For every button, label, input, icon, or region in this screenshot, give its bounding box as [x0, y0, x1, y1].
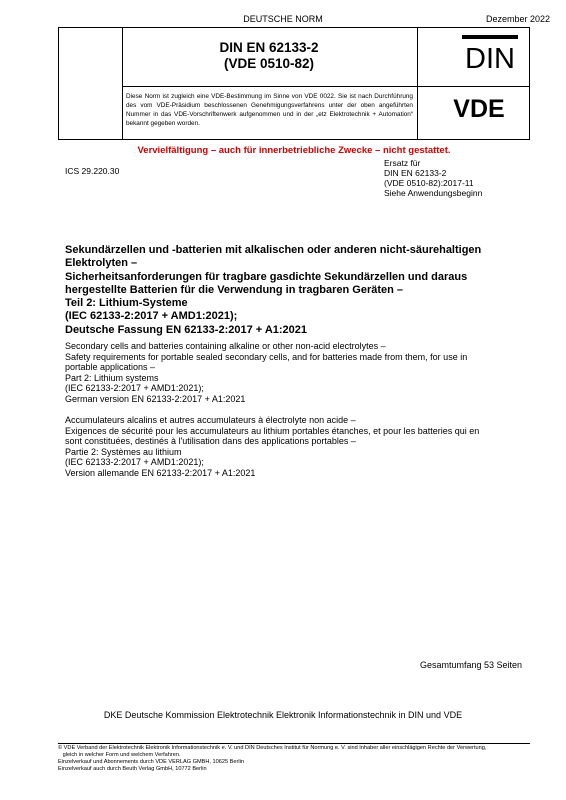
document-number-line2: (VDE 0510-82) [223, 56, 315, 71]
total-pages: Gesamtumfang 53 Seiten [419, 660, 522, 670]
english-title-line: (IEC 62133-2:2017 + AMD1:2021); [65, 383, 204, 394]
english-title-line: Safety requirements for portable sealed secondary cells, and for batteries made from them, for use in [65, 351, 468, 362]
frame-divider-horizontal [122, 86, 530, 87]
footer-rule [58, 743, 530, 744]
german-title-line: Sicherheitsanforderungen für tragbare gasdichte Sekundärzellen und daraus [65, 270, 468, 283]
din-logo-text: DIN [465, 43, 515, 73]
footer-line: Einzelverkauf und Abonnements durch VDE VERLAG GMBH, 10625 Berlin [58, 759, 244, 765]
vde-logo-text: VDE [453, 95, 505, 123]
vde-notice: Diese Norm ist zugleich eine VDE-Bestimmung im Sinne von VDE 0022. Sie ist nach Durchführung des vom VDE-Präsidium beschlossenen Genehmigungsverfahrens unter der oben angeführten Nummer in das VDE-Vorschriftenwerk aufgenommen und in der „etz Elektrotechnik + Automation“ bekannt gegeben worden. [126, 93, 413, 127]
english-title-line: German version EN 62133-2:2017 + A1:2021 [65, 393, 246, 404]
din-logo [462, 35, 518, 73]
french-title-line: (IEC 62133-2:2017 + AMD1:2021); [65, 457, 204, 468]
footer-line: Einzelverkauf auch durch Beuth Verlag GmbH, 10772 Berlin [58, 766, 207, 772]
frame-divider-right [417, 28, 418, 139]
french-title-line: sont constituées, destinés à l'utilisation dans des applications portables – [65, 436, 356, 447]
replacement-line: Siehe Anwendungsbeginn [384, 188, 483, 198]
german-title-line: hergestellte Batterien für die Verwendung in tragbaren Geräten – [65, 283, 404, 296]
german-title-line: Teil 2: Lithium-Systeme [65, 297, 188, 310]
ics-code: ICS 29.220.30 [65, 166, 120, 176]
german-title [65, 244, 525, 337]
german-title-line: Sekundärzellen und -batterien mit alkalischen oder anderen nicht-säurehaltigen [65, 244, 482, 256]
german-title-line: (IEC 62133-2:2017 + AMD1:2021); [65, 310, 238, 323]
vde-logo [434, 93, 524, 123]
replacement-info [384, 158, 482, 198]
french-title-line: Accumulateurs alcalins et autres accumulateurs à électrolyte non acide – [65, 415, 356, 425]
french-title-line: Exigences de sécurité pour les accumulateurs au lithium portables étanches, et pour les batteries qui en [65, 425, 480, 436]
publication-date: Dezember 2022 [485, 14, 550, 24]
copy-warning: Vervielfältigung – auch für innerbetriebliche Zwecke – nicht gestattet. [137, 145, 451, 156]
document-number-line1: DIN EN 62133-2 [219, 40, 319, 55]
english-title-line: Secondary cells and batteries containing alkaline or other non-acid electrolytes – [65, 341, 386, 351]
english-title [65, 341, 525, 405]
footer-line: © VDE Verband der Elektrotechnik Elektronik Informationstechnik e. V. und DIN Deutsches Institut für Normung e. V. sind Inhaber aller einschlägigen Rechte der Verwertung, [58, 745, 487, 751]
german-title-line: Deutsche Fassung EN 62133-2:2017 + A1:2021 [65, 323, 308, 336]
replacement-line: (VDE 0510-82):2017-11 [384, 178, 474, 188]
french-title [65, 415, 525, 479]
norm-label: DEUTSCHE NORM [243, 14, 323, 24]
document-number [121, 40, 417, 72]
french-title-line: Partie 2: Systèmes au lithium [65, 446, 182, 457]
dke-line: DKE Deutsche Kommission Elektrotechnik Elektronik Informationstechnik in DIN und VDE [103, 710, 463, 720]
english-title-line: Part 2: Lithium systems [65, 372, 159, 383]
copyright-footer [58, 745, 538, 773]
french-title-line: Version allemande EN 62133-2:2017 + A1:2021 [65, 467, 256, 478]
replacement-line: DIN EN 62133-2 [384, 168, 447, 178]
replacement-line: Ersatz für [384, 158, 421, 168]
german-title-line: Elektrolyten – [65, 257, 138, 270]
footer-line: gleich in welcher Form und welchem Verfahren. [58, 752, 181, 758]
english-title-line: portable applications – [65, 362, 156, 373]
